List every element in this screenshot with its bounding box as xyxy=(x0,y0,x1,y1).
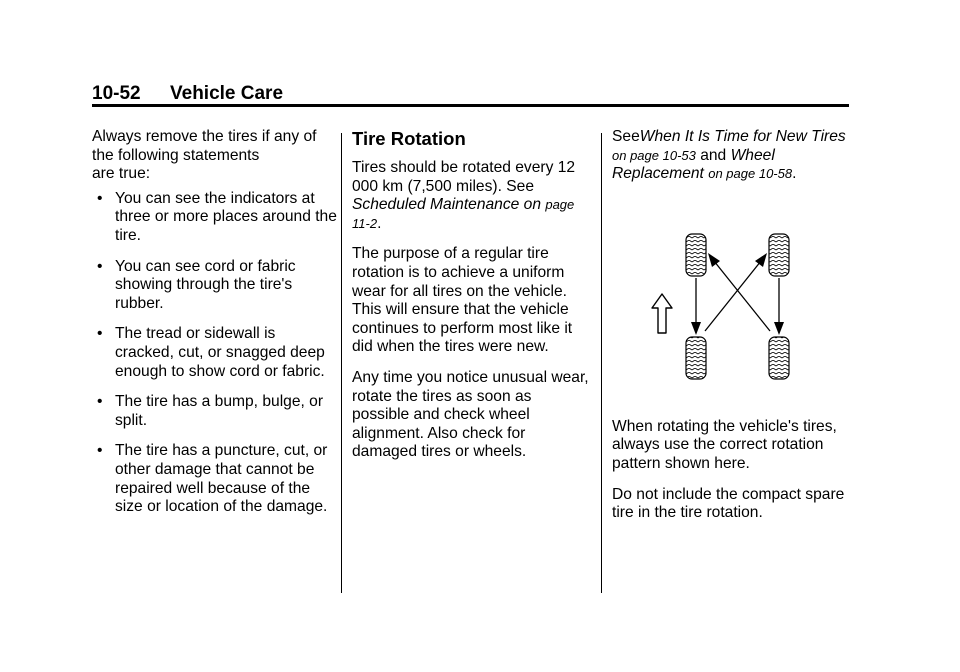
column-divider-2 xyxy=(601,133,602,593)
intro-line-3: are true: xyxy=(92,165,151,183)
cross-reference-paragraph xyxy=(612,128,857,184)
paragraph-text: Tires should be rotated every 12 000 km (7,500 miles). See xyxy=(352,159,576,195)
section-heading: Tire Rotation xyxy=(352,128,466,149)
list-item xyxy=(92,393,337,430)
bullet-icon: • xyxy=(97,393,103,411)
maintenance-link[interactable]: Scheduled Maintenance on xyxy=(352,196,541,214)
unusual-wear-paragraph: Any time you notice unusual wear, rotate the tires as soon as possible and check wheel alignment. Also check for damaged tires or wheels. xyxy=(352,368,589,461)
wheel-replacement-page-ref[interactable]: on page 10-58 xyxy=(708,166,793,182)
purpose-paragraph: The purpose of a regular tire rotation is to achieve a uniform wear for all tires on the vehicle. This will ensure that the vehicle continues to perform most like it did when the tires were new. xyxy=(352,245,573,356)
list-item xyxy=(92,325,337,381)
tire-front-left-icon xyxy=(686,234,706,276)
list-item-text: You can see cord or fabric showing through the tire's rubber. xyxy=(115,257,296,312)
page-header xyxy=(92,83,283,105)
new-tires-link[interactable]: When It Is Time for New Tires xyxy=(639,128,846,145)
list-item-text: The tire has a bump, bulge, or split. xyxy=(115,393,324,429)
list-item xyxy=(92,442,337,516)
section-title: Vehicle Care xyxy=(170,83,284,104)
list-item-text: You can see the indicators at three or more places around the tire. xyxy=(115,189,337,244)
tire-rotation-diagram xyxy=(650,228,810,383)
bullet-icon: • xyxy=(97,257,103,275)
list-item xyxy=(92,258,337,314)
list-item-text: The tire has a puncture, cut, or other damage that cannot be repaired well because of the size or location of the damage. xyxy=(115,442,328,516)
forward-direction-arrow-icon xyxy=(652,294,672,333)
period: . xyxy=(377,214,382,232)
period: . xyxy=(792,165,797,183)
column-1 xyxy=(92,128,337,529)
page-number: 10-52 xyxy=(92,83,141,104)
wheel-replacement-link[interactable]: Wheel Replacement xyxy=(612,146,775,183)
tire-rear-right-icon xyxy=(769,337,789,379)
tire-rear-left-icon xyxy=(686,337,706,379)
bullet-icon: • xyxy=(97,189,103,207)
header-rule xyxy=(92,104,849,107)
spare-tire-paragraph: Do not include the compact spare tire in the tire rotation. xyxy=(612,485,845,522)
and-text: and xyxy=(700,146,727,164)
see-text: See xyxy=(612,128,640,145)
list-item-text: The tread or sidewall is cracked, cut, or snagged deep enough to show cord or fabric. xyxy=(115,325,325,380)
bullet-icon: • xyxy=(97,442,103,460)
rotation-pattern-paragraph: When rotating the vehicle's tires, always use the correct rotation pattern shown here. xyxy=(612,417,837,472)
list-item xyxy=(92,190,337,246)
intro-line-1: Always remove the tires if any of xyxy=(92,128,317,145)
intro-line-2: the following statements xyxy=(92,146,260,164)
rotation-interval-paragraph xyxy=(352,159,592,233)
right-rotation-arrow-icon xyxy=(774,278,784,335)
intro-paragraph xyxy=(92,128,337,184)
column-2 xyxy=(352,128,592,474)
bullet-icon: • xyxy=(97,325,103,343)
new-tires-page-ref[interactable]: on page 10-53 xyxy=(612,147,696,163)
left-rotation-arrow-icon xyxy=(691,278,701,335)
column-divider-1 xyxy=(341,133,342,593)
maintenance-page-ref[interactable]: page 11-2 xyxy=(352,197,575,231)
tire-front-right-icon xyxy=(769,234,789,276)
condition-list xyxy=(92,190,337,517)
